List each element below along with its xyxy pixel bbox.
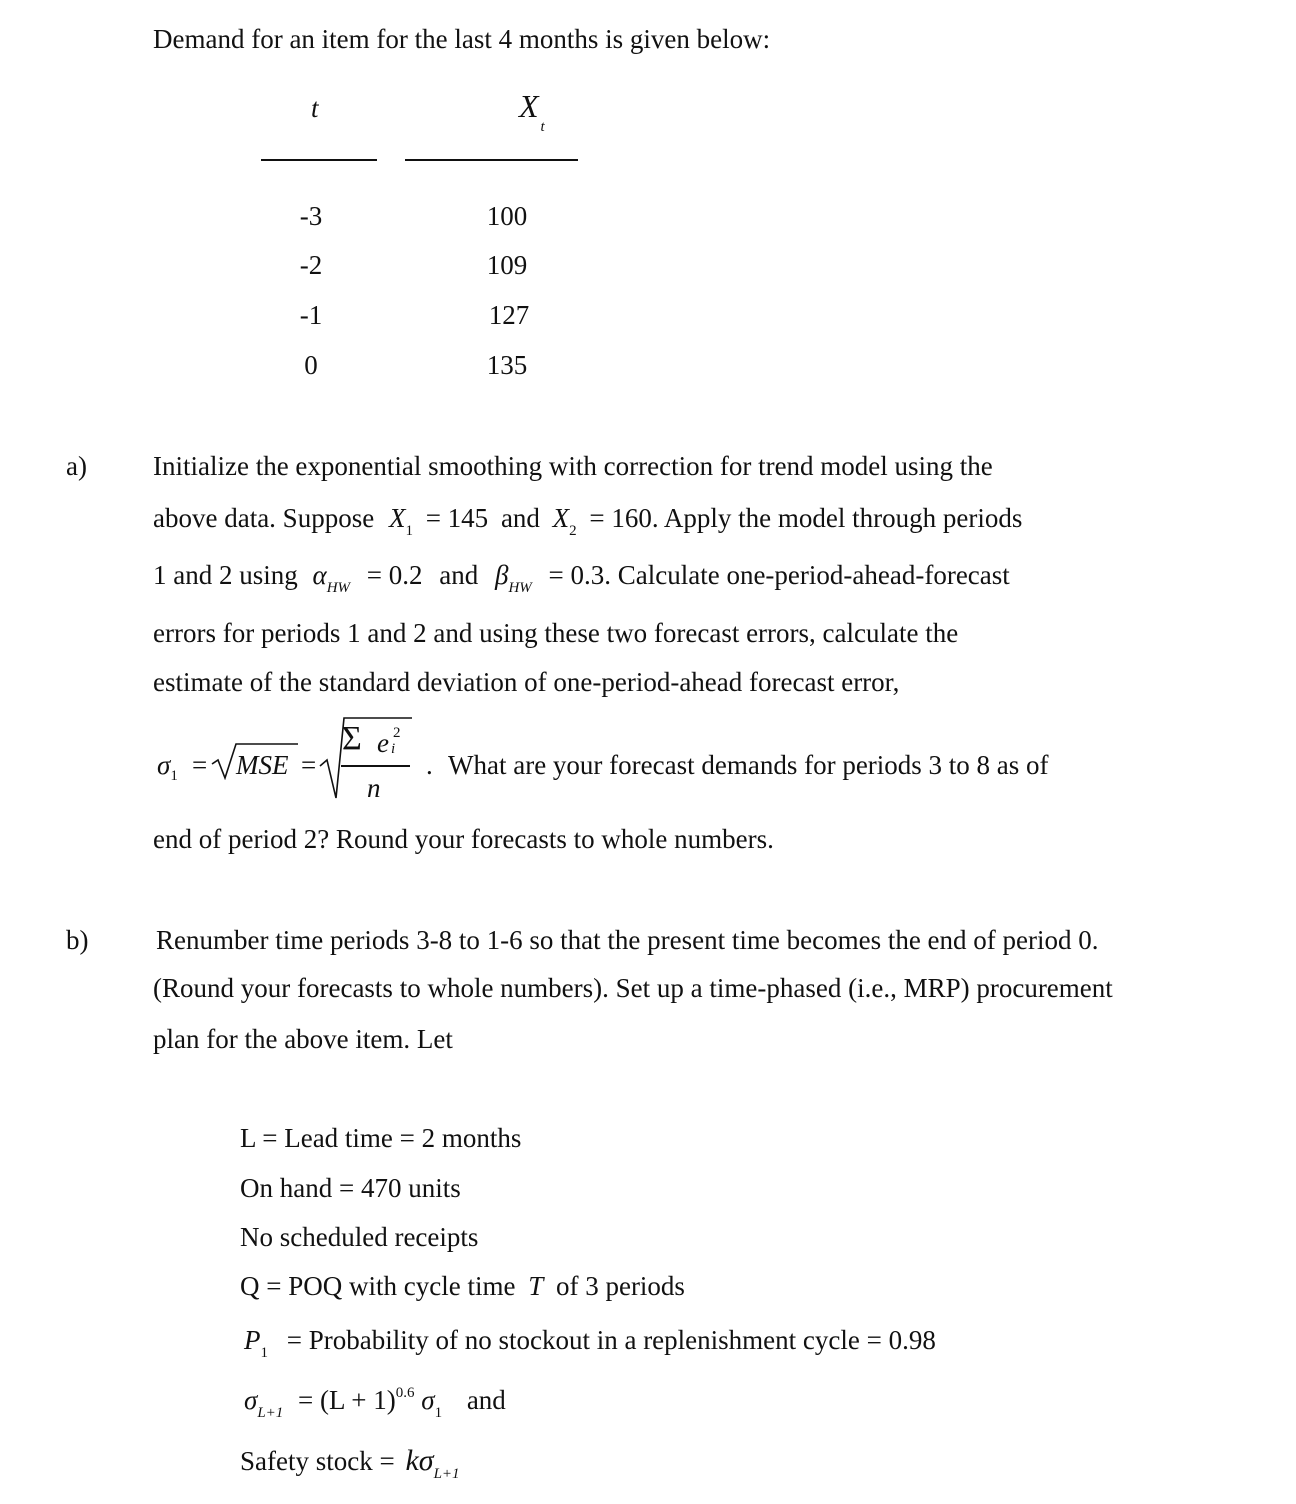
part-b-line1: Renumber time periods 3-8 to 1-6 so that the present time becomes the end of period 0. bbox=[156, 925, 1099, 955]
part-a-line4: errors for periods 1 and 2 and using these two forecast errors, calculate the bbox=[153, 618, 959, 648]
table-cell-t: 0 bbox=[304, 350, 318, 380]
formula-equals: = bbox=[192, 750, 208, 780]
part-a-line7: end of period 2? Round your forecasts to whole numbers. bbox=[153, 824, 774, 854]
param-p1: $P_1$ = Probability of no stockout in a replenishment cycle = 0.98 bbox=[244, 1325, 936, 1361]
table-cell-x: 127 bbox=[488, 300, 530, 330]
part-a-label: a) bbox=[66, 451, 87, 481]
formula-e-sup: 2 bbox=[393, 725, 401, 741]
part-a-line6: What are your forecast demands for periods 3 to 8 as of bbox=[448, 750, 1049, 780]
part-b-line3: plan for the above item. Let bbox=[153, 1024, 453, 1054]
formula-equals: = bbox=[301, 750, 317, 780]
formula-sum: Σ bbox=[342, 720, 362, 757]
col-rule-x bbox=[405, 159, 578, 161]
param-sigma-l1: $\sigma_{L+1} = (L + 1)^{0.6}$ $\sigma_1$ and bbox=[244, 1385, 506, 1421]
part-a-line3: 1 and 2 using $\alpha_{HW} = 0.2$ and $\beta_{HW} = 0.3$. Calculate one-period-ahead-forecast bbox=[153, 560, 1010, 596]
fraction-bar bbox=[341, 765, 410, 767]
param-lead-time: L = Lead time = 2 months bbox=[240, 1123, 522, 1153]
part-a-line2: above data. Suppose $X_1 = 145$ and $X_2 = 160$. Apply the model through periods bbox=[153, 503, 1023, 539]
part-a-line1: Initialize the exponential smoothing with correction for trend model using the bbox=[153, 451, 993, 481]
table-cell-x: 135 bbox=[486, 350, 528, 380]
col-header-t: t bbox=[311, 93, 319, 123]
param-scheduled-receipts: No scheduled receipts bbox=[240, 1222, 479, 1252]
table-cell-x: 109 bbox=[486, 250, 528, 280]
part-a-line5: estimate of the standard deviation of one-period-ahead forecast error, bbox=[153, 667, 900, 697]
param-poq: Q = POQ with cycle time T of 3 periods bbox=[240, 1271, 685, 1301]
col-rule-t bbox=[261, 159, 377, 161]
param-on-hand: On hand = 470 units bbox=[240, 1173, 461, 1203]
param-safety-stock: Safety stock = $k\sigma_{L+1}$ bbox=[240, 1444, 460, 1482]
formula-mse: MSE bbox=[236, 750, 289, 780]
table-cell-x: 100 bbox=[486, 201, 528, 231]
formula-n: n bbox=[367, 773, 381, 803]
intro-text: Demand for an item for the last 4 months is given below: bbox=[153, 24, 771, 54]
table-cell-t: -3 bbox=[299, 201, 323, 231]
formula-e-sub: i bbox=[391, 741, 396, 757]
part-b-label: b) bbox=[66, 925, 89, 955]
table-cell-t: -1 bbox=[299, 300, 323, 330]
formula-sigma: $\sigma_1$ bbox=[157, 750, 178, 784]
formula-dot: . bbox=[426, 750, 433, 780]
formula-e: e bbox=[377, 728, 389, 758]
part-b-line2: (Round your forecasts to whole numbers). Set up a time-phased (i.e., MRP) procurement bbox=[153, 973, 1113, 1003]
col-header-x: $X_t$ bbox=[519, 88, 545, 135]
table-cell-t: -2 bbox=[299, 250, 323, 280]
